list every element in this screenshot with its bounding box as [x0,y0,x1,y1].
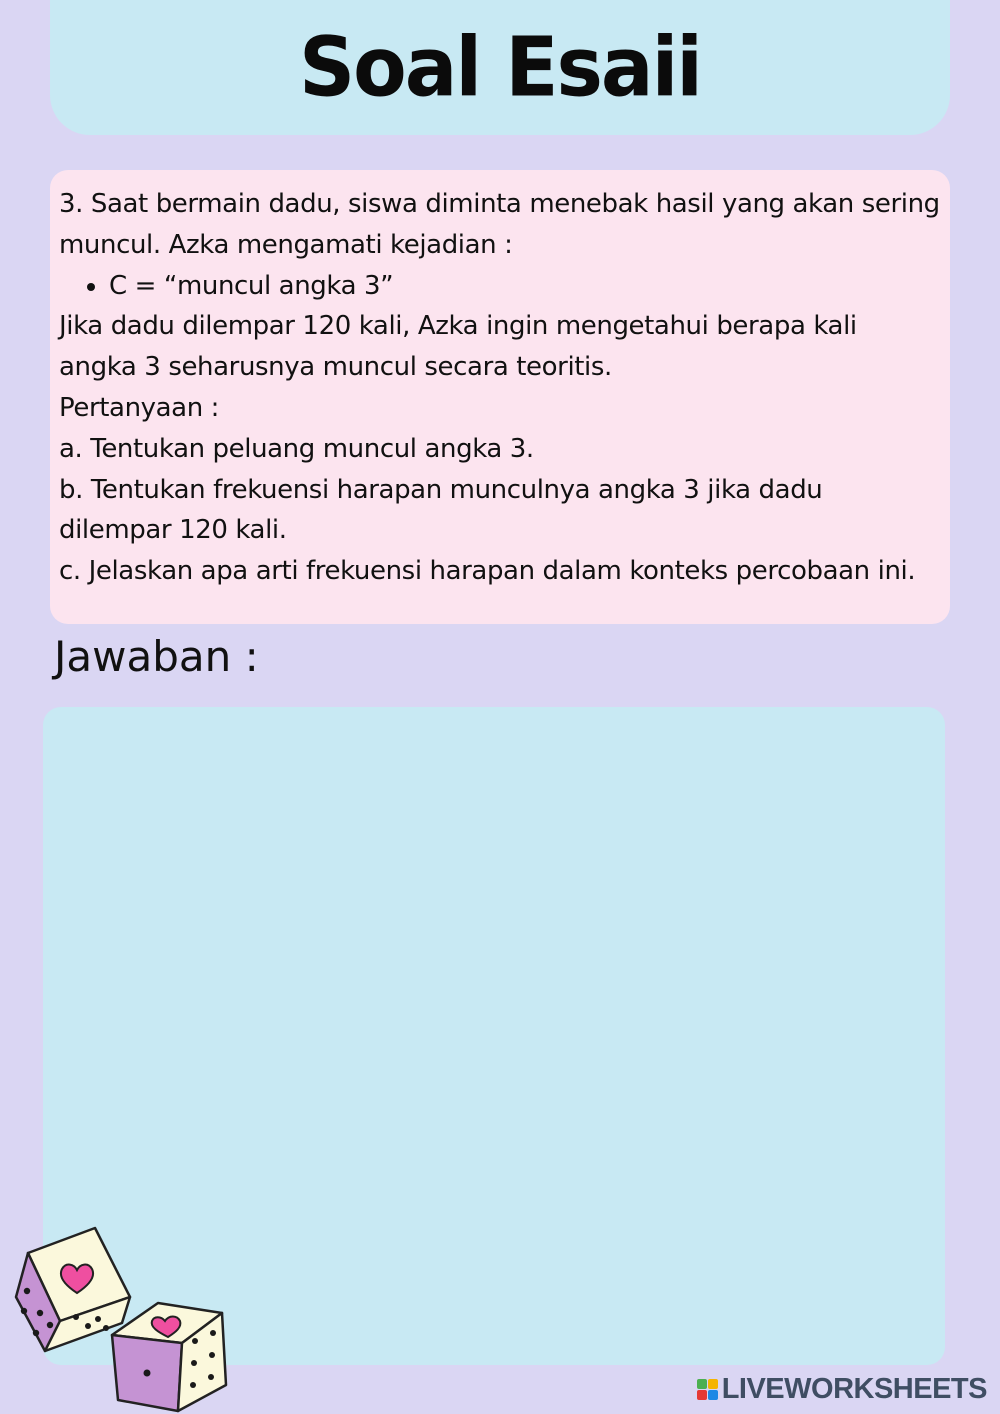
logo-tile-blue [708,1390,718,1400]
question-context-line-2: angka 3 seharusnya muncul secara teoritis. [59,352,612,383]
event-bullet-item: • C = “muncul angka 3” [109,266,942,307]
question-intro-line-1: 3. Saat bermain dadu, siswa diminta menebak hasil yang akan sering [59,189,940,219]
liveworksheets-brand [697,1374,987,1404]
liveworksheets-wordmark: LIVEWORKSHEETS [721,1372,987,1405]
question-part-a: a. Tentukan peluang muncul angka 3. [59,433,534,464]
dice-icon [0,1215,240,1414]
title-panel [50,0,950,135]
logo-tile-yellow [708,1379,718,1389]
question-card [50,170,950,624]
logo-tile-red [697,1390,707,1400]
logo-tile-green [697,1379,707,1389]
answer-heading: Jawaban : [54,632,259,681]
page-title: Soal Esaii [298,20,702,115]
question-intro-line-2: muncul. Azka mengamati kejadian : [59,229,513,260]
question-part-b-line-2: dilempar 120 kali. [59,515,287,546]
question-context-line-1: Jika dadu dilempar 120 kali, Azka ingin mengetahui berapa kali [59,311,857,342]
liveworksheets-logo-icon [697,1379,718,1400]
question-prompt: Pertanyaan : [59,392,219,423]
event-list [59,266,942,307]
question-part-b-line-1: b. Tentukan frekuensi harapan munculnya angka 3 jika dadu [59,474,823,505]
question-part-c: c. Jelaskan apa arti frekuensi harapan dalam konteks percobaan ini. [59,556,916,587]
